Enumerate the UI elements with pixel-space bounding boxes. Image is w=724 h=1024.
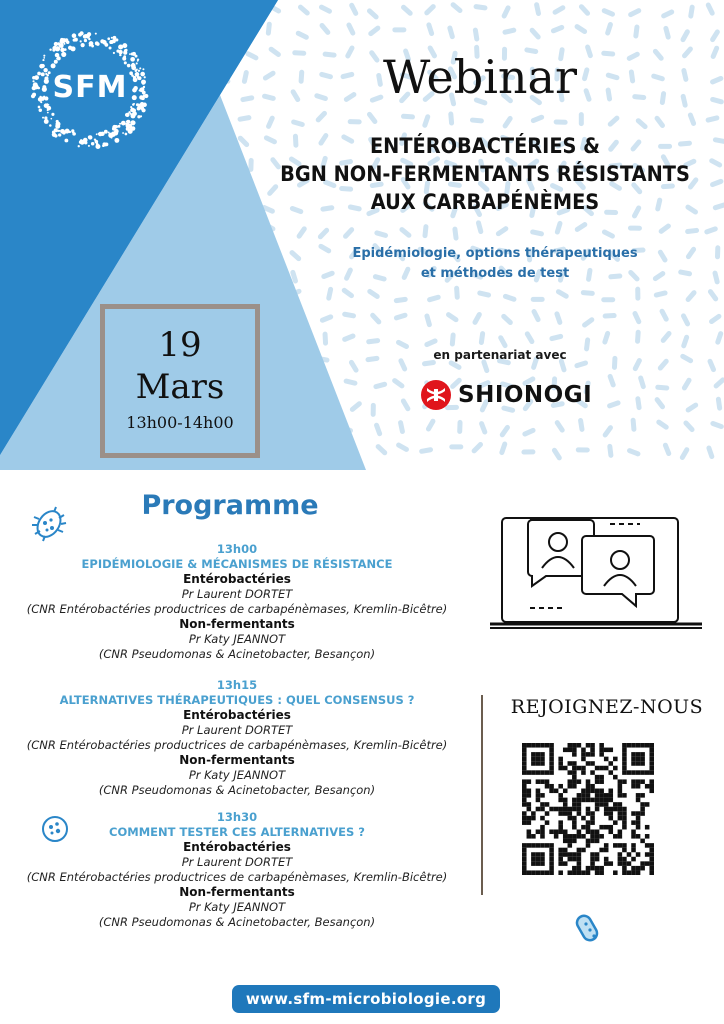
webinar-subtitle [330, 244, 660, 284]
event-day: 19 [158, 325, 202, 365]
session-org: Non-fermentants [179, 753, 295, 767]
subtitle-line: Epidémiologie, options thérapeutiques [352, 246, 638, 261]
webinar-title [255, 132, 715, 216]
session-affiliation: (CNR Pseudomonas & Acinetobacter, Besançon) [98, 647, 376, 661]
session-title: COMMENT TESTER CES ALTERNATIVES ? [109, 825, 365, 839]
session-time: 13h00 [216, 542, 258, 556]
session-affiliation: (CNR Entérobactéries productrices de carbapénèmases, Kremlin-Bicêtre) [26, 602, 448, 616]
session-org: Entérobactéries [183, 708, 291, 722]
session-org: Entérobactéries [183, 572, 291, 586]
event-month: Mars [135, 367, 225, 407]
session-affiliation: (CNR Entérobactéries productrices de carbapénèmases, Kremlin-Bicêtre) [26, 870, 448, 884]
date-box [100, 304, 260, 458]
title-line: ENTÉROBACTÉRIES & [369, 134, 601, 158]
session-affiliation: (CNR Entérobactéries productrices de carbapénèmases, Kremlin-Bicêtre) [26, 738, 448, 752]
session-speaker: Pr Laurent DORTET [181, 587, 293, 601]
qr-code-icon[interactable] [522, 743, 654, 875]
event-type: Webinar [383, 50, 577, 104]
session-speaker: Pr Katy JEANNOT [188, 900, 286, 914]
partner-label: en partenariat avec [433, 348, 567, 362]
session-speaker: Pr Katy JEANNOT [188, 768, 286, 782]
session-time: 13h15 [216, 678, 258, 692]
sfm-logo-text: SFM [52, 70, 128, 105]
bacillus-icon [574, 910, 608, 946]
title-line: AUX CARBAPÉNÈMES [370, 190, 600, 214]
session-org: Non-fermentants [179, 617, 295, 631]
shionogi-logo-icon [420, 379, 452, 411]
session-org: Non-fermentants [179, 885, 295, 899]
vertical-divider [481, 695, 483, 895]
join-label: REJOIGNEZ-NOUS [510, 696, 704, 718]
partner-name: SHIONOGI [458, 382, 593, 408]
programme-heading: Programme [141, 490, 319, 521]
website-link[interactable]: www.sfm-microbiologie.org [232, 985, 500, 1013]
session-affiliation: (CNR Pseudomonas & Acinetobacter, Besançon) [98, 783, 376, 797]
session-title: EPIDÉMIOLOGIE & MÉCANISMES DE RÉSISTANCE [81, 557, 393, 571]
session-affiliation: (CNR Pseudomonas & Acinetobacter, Besançon) [98, 915, 376, 929]
session-speaker: Pr Katy JEANNOT [188, 632, 286, 646]
session-speaker: Pr Laurent DORTET [181, 855, 293, 869]
bacterium-icon [28, 503, 70, 545]
programme-session [0, 678, 474, 798]
session-org: Entérobactéries [183, 840, 291, 854]
event-time: 13h00-14h00 [126, 413, 234, 432]
programme-session [0, 810, 474, 930]
session-time: 13h30 [216, 810, 258, 824]
subtitle-line: et méthodes de test [420, 266, 570, 281]
session-speaker: Pr Laurent DORTET [181, 723, 293, 737]
hero-banner [0, 0, 724, 470]
title-line: BGN NON-FERMENTANTS RÉSISTANTS [280, 162, 690, 186]
programme-session [0, 542, 474, 662]
laptop-video-call-icon [490, 508, 702, 636]
partner-logo [420, 378, 592, 412]
session-title: ALTERNATIVES THÉRAPEUTIQUES : QUEL CONSENSUS ? [59, 693, 415, 707]
